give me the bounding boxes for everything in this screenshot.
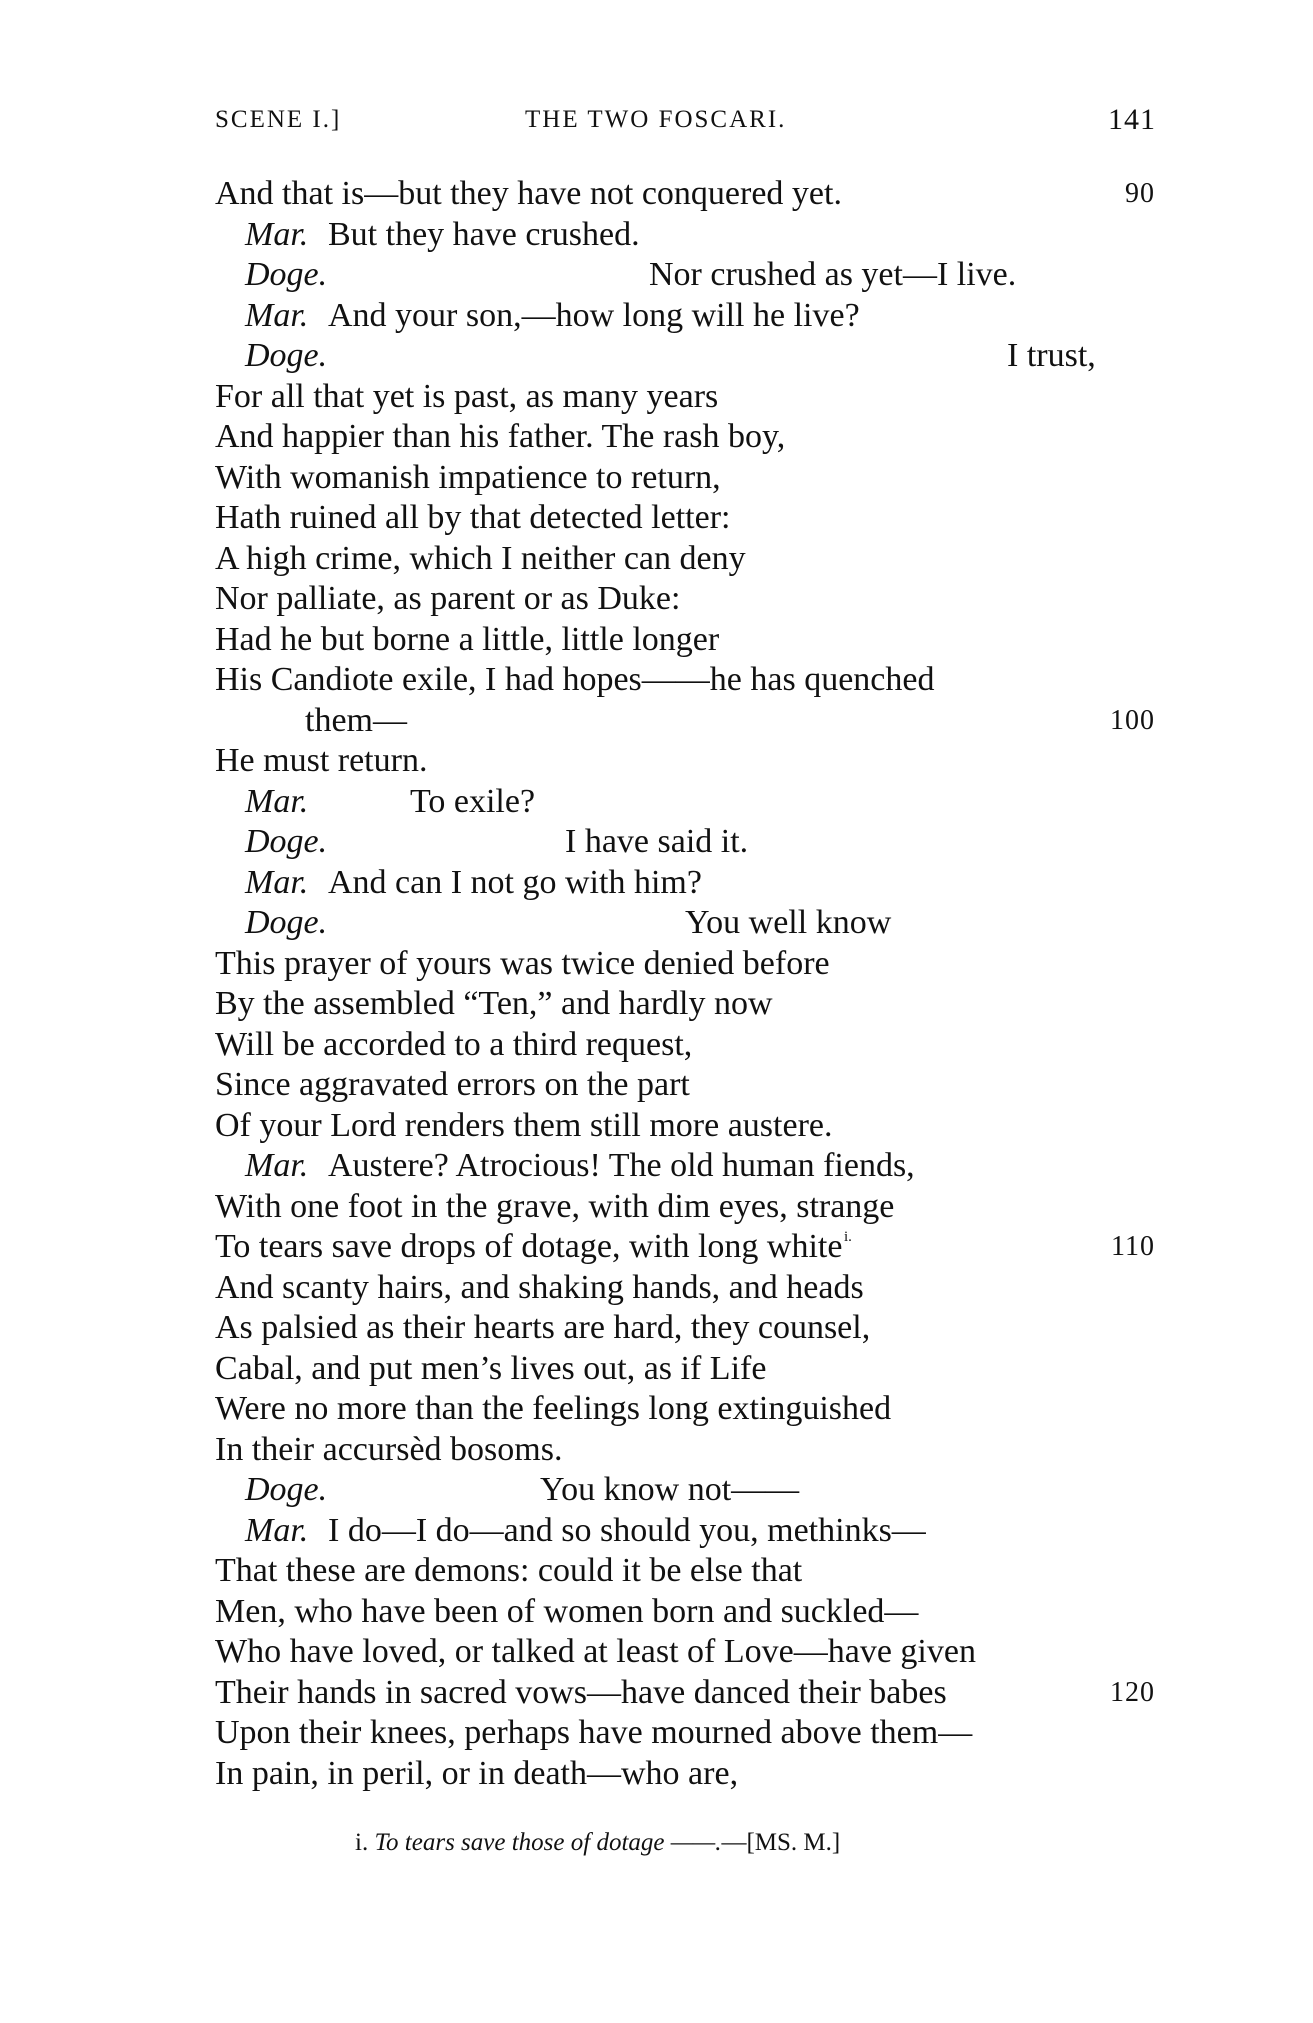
line-text: That these are demons: could it be else that	[215, 1552, 803, 1589]
line-text: Their hands in sacred vows—have danced their babes	[215, 1673, 947, 1711]
speaker-name: Mar.	[245, 1511, 309, 1549]
verse-line	[215, 660, 1155, 701]
line-text: Had he but borne a little, little longer	[215, 620, 720, 658]
verse-line	[215, 701, 1155, 742]
verse-line	[215, 1713, 1155, 1754]
verse-line	[215, 1551, 1155, 1592]
verse-line	[215, 1511, 1155, 1552]
verse-line	[215, 296, 1155, 337]
verse-line	[215, 1470, 1155, 1511]
line-text: Will be accorded to a third request,	[215, 1025, 693, 1063]
verse-line	[215, 1754, 1155, 1795]
line-text: Men, who have been of women born and suckled—	[215, 1592, 919, 1630]
line-text: And can I not go with him?	[328, 863, 702, 901]
line-text: Nor crushed as yet—I live.	[649, 256, 1017, 293]
verse-line	[215, 1308, 1155, 1349]
verse-line	[215, 944, 1155, 985]
line-text: With one foot in the grave, with dim eyes, strange	[215, 1187, 895, 1225]
line-text: Were no more than the feelings long extinguished	[215, 1390, 892, 1427]
speaker-name: Doge.	[245, 904, 328, 941]
line-text: As palsied as their hearts are hard, they counsel,	[215, 1309, 871, 1346]
verse-line	[215, 1227, 1155, 1268]
line-number: 110	[1111, 1231, 1155, 1262]
verse-line	[215, 1349, 1155, 1390]
verse-line	[215, 1430, 1155, 1471]
line-text: Cabal, and put men’s lives out, as if Life	[215, 1349, 767, 1387]
line-text: He must return.	[215, 742, 428, 779]
line-text: them—	[305, 701, 407, 739]
verse-line	[215, 1106, 1155, 1147]
line-number: 90	[1125, 178, 1155, 209]
verse-line	[215, 984, 1155, 1025]
verse-line	[215, 1389, 1155, 1430]
speaker-name: Doge.	[245, 823, 328, 860]
footnote-reference: i.	[844, 1229, 852, 1245]
verse-line	[215, 336, 1155, 377]
verse-line	[215, 498, 1155, 539]
verse-line	[215, 1592, 1155, 1633]
verse-line	[215, 1632, 1155, 1673]
line-text: In their accursèd bosoms.	[215, 1430, 563, 1468]
line-text: And that is—but they have not conquered yet.	[215, 175, 842, 212]
footnote	[355, 1826, 840, 1860]
footnote-source: —[MS. M.]	[721, 1829, 841, 1856]
verse-line	[215, 1673, 1155, 1714]
line-text: Austere? Atrocious! The old human fiends,	[328, 1147, 915, 1184]
verse-line	[215, 458, 1155, 499]
footnote-marker: i.	[355, 1829, 369, 1856]
page-number: 141	[1108, 103, 1156, 136]
line-text: But they have crushed.	[328, 215, 640, 253]
speaker-name: Mar.	[245, 296, 309, 334]
verse-line	[215, 255, 1155, 296]
footnote-text: To tears save those of dotage ——.	[374, 1829, 722, 1856]
line-text: Who have loved, or talked at least of Love—have given	[215, 1633, 976, 1670]
line-text: With womanish impatience to return,	[215, 458, 721, 496]
line-text: I do—I do—and so should you, methinks—	[328, 1511, 926, 1549]
line-text: Nor palliate, as parent or as Duke:	[215, 580, 681, 617]
line-text: By the assembled “Ten,” and hardly now	[215, 985, 773, 1022]
line-text: Of your Lord renders them still more austere.	[215, 1106, 833, 1144]
verse-line	[215, 174, 1155, 215]
verse-line	[215, 620, 1155, 661]
verse-line	[215, 377, 1155, 418]
line-text: And scanty hairs, and shaking hands, and heads	[215, 1268, 864, 1306]
verse-line	[215, 782, 1155, 823]
verse-line	[215, 903, 1155, 944]
line-text: And your son,—how long will he live?	[328, 296, 860, 334]
verse-line	[215, 741, 1155, 782]
speaker-name: Mar.	[245, 1147, 309, 1184]
speaker-name: Mar.	[245, 782, 309, 820]
verse-line	[215, 539, 1155, 580]
verse-line	[215, 1268, 1155, 1309]
speaker-name: Mar.	[245, 215, 309, 253]
line-number: 120	[1110, 1676, 1155, 1708]
line-text: You well know	[685, 904, 892, 941]
line-text: To tears save drops of dotage, with long white	[215, 1228, 843, 1265]
line-text: I have said it.	[565, 823, 749, 860]
line-text: A high crime, which I neither can deny	[215, 539, 746, 577]
verse-line	[215, 1187, 1155, 1228]
line-text: Since aggravated errors on the part	[215, 1066, 690, 1103]
verse-line	[215, 1146, 1155, 1187]
running-head-title: THE TWO FOSCARI.	[525, 106, 787, 133]
verse-line	[215, 822, 1155, 863]
speaker-name: Doge.	[245, 1471, 328, 1508]
speaker-name: Mar.	[245, 863, 309, 901]
verse-line	[215, 1025, 1155, 1066]
line-text: His Candiote exile, I had hopes——he has quenched	[215, 661, 935, 698]
verse-line	[215, 215, 1155, 256]
verse-line	[215, 863, 1155, 904]
line-text: Upon their knees, perhaps have mourned above them—	[215, 1714, 973, 1751]
line-text: This prayer of yours was twice denied before	[215, 944, 830, 982]
line-text: In pain, in peril, or in death—who are,	[215, 1754, 739, 1792]
running-head-scene: SCENE I.]	[215, 106, 342, 133]
line-text: And happier than his father. The rash boy,	[215, 418, 786, 455]
verse-block	[215, 174, 1155, 1794]
speaker-name: Doge.	[245, 256, 328, 293]
verse-line	[215, 417, 1155, 458]
line-number: 100	[1110, 704, 1155, 736]
verse-line	[215, 1065, 1155, 1106]
line-text: Hath ruined all by that detected letter:	[215, 499, 731, 536]
line-text: To exile?	[410, 782, 536, 820]
line-text: I trust,	[1007, 337, 1096, 374]
verse-line	[215, 579, 1155, 620]
line-text: You know not——	[540, 1471, 800, 1508]
line-text: For all that yet is past, as many years	[215, 377, 719, 415]
speaker-name: Doge.	[245, 337, 328, 374]
